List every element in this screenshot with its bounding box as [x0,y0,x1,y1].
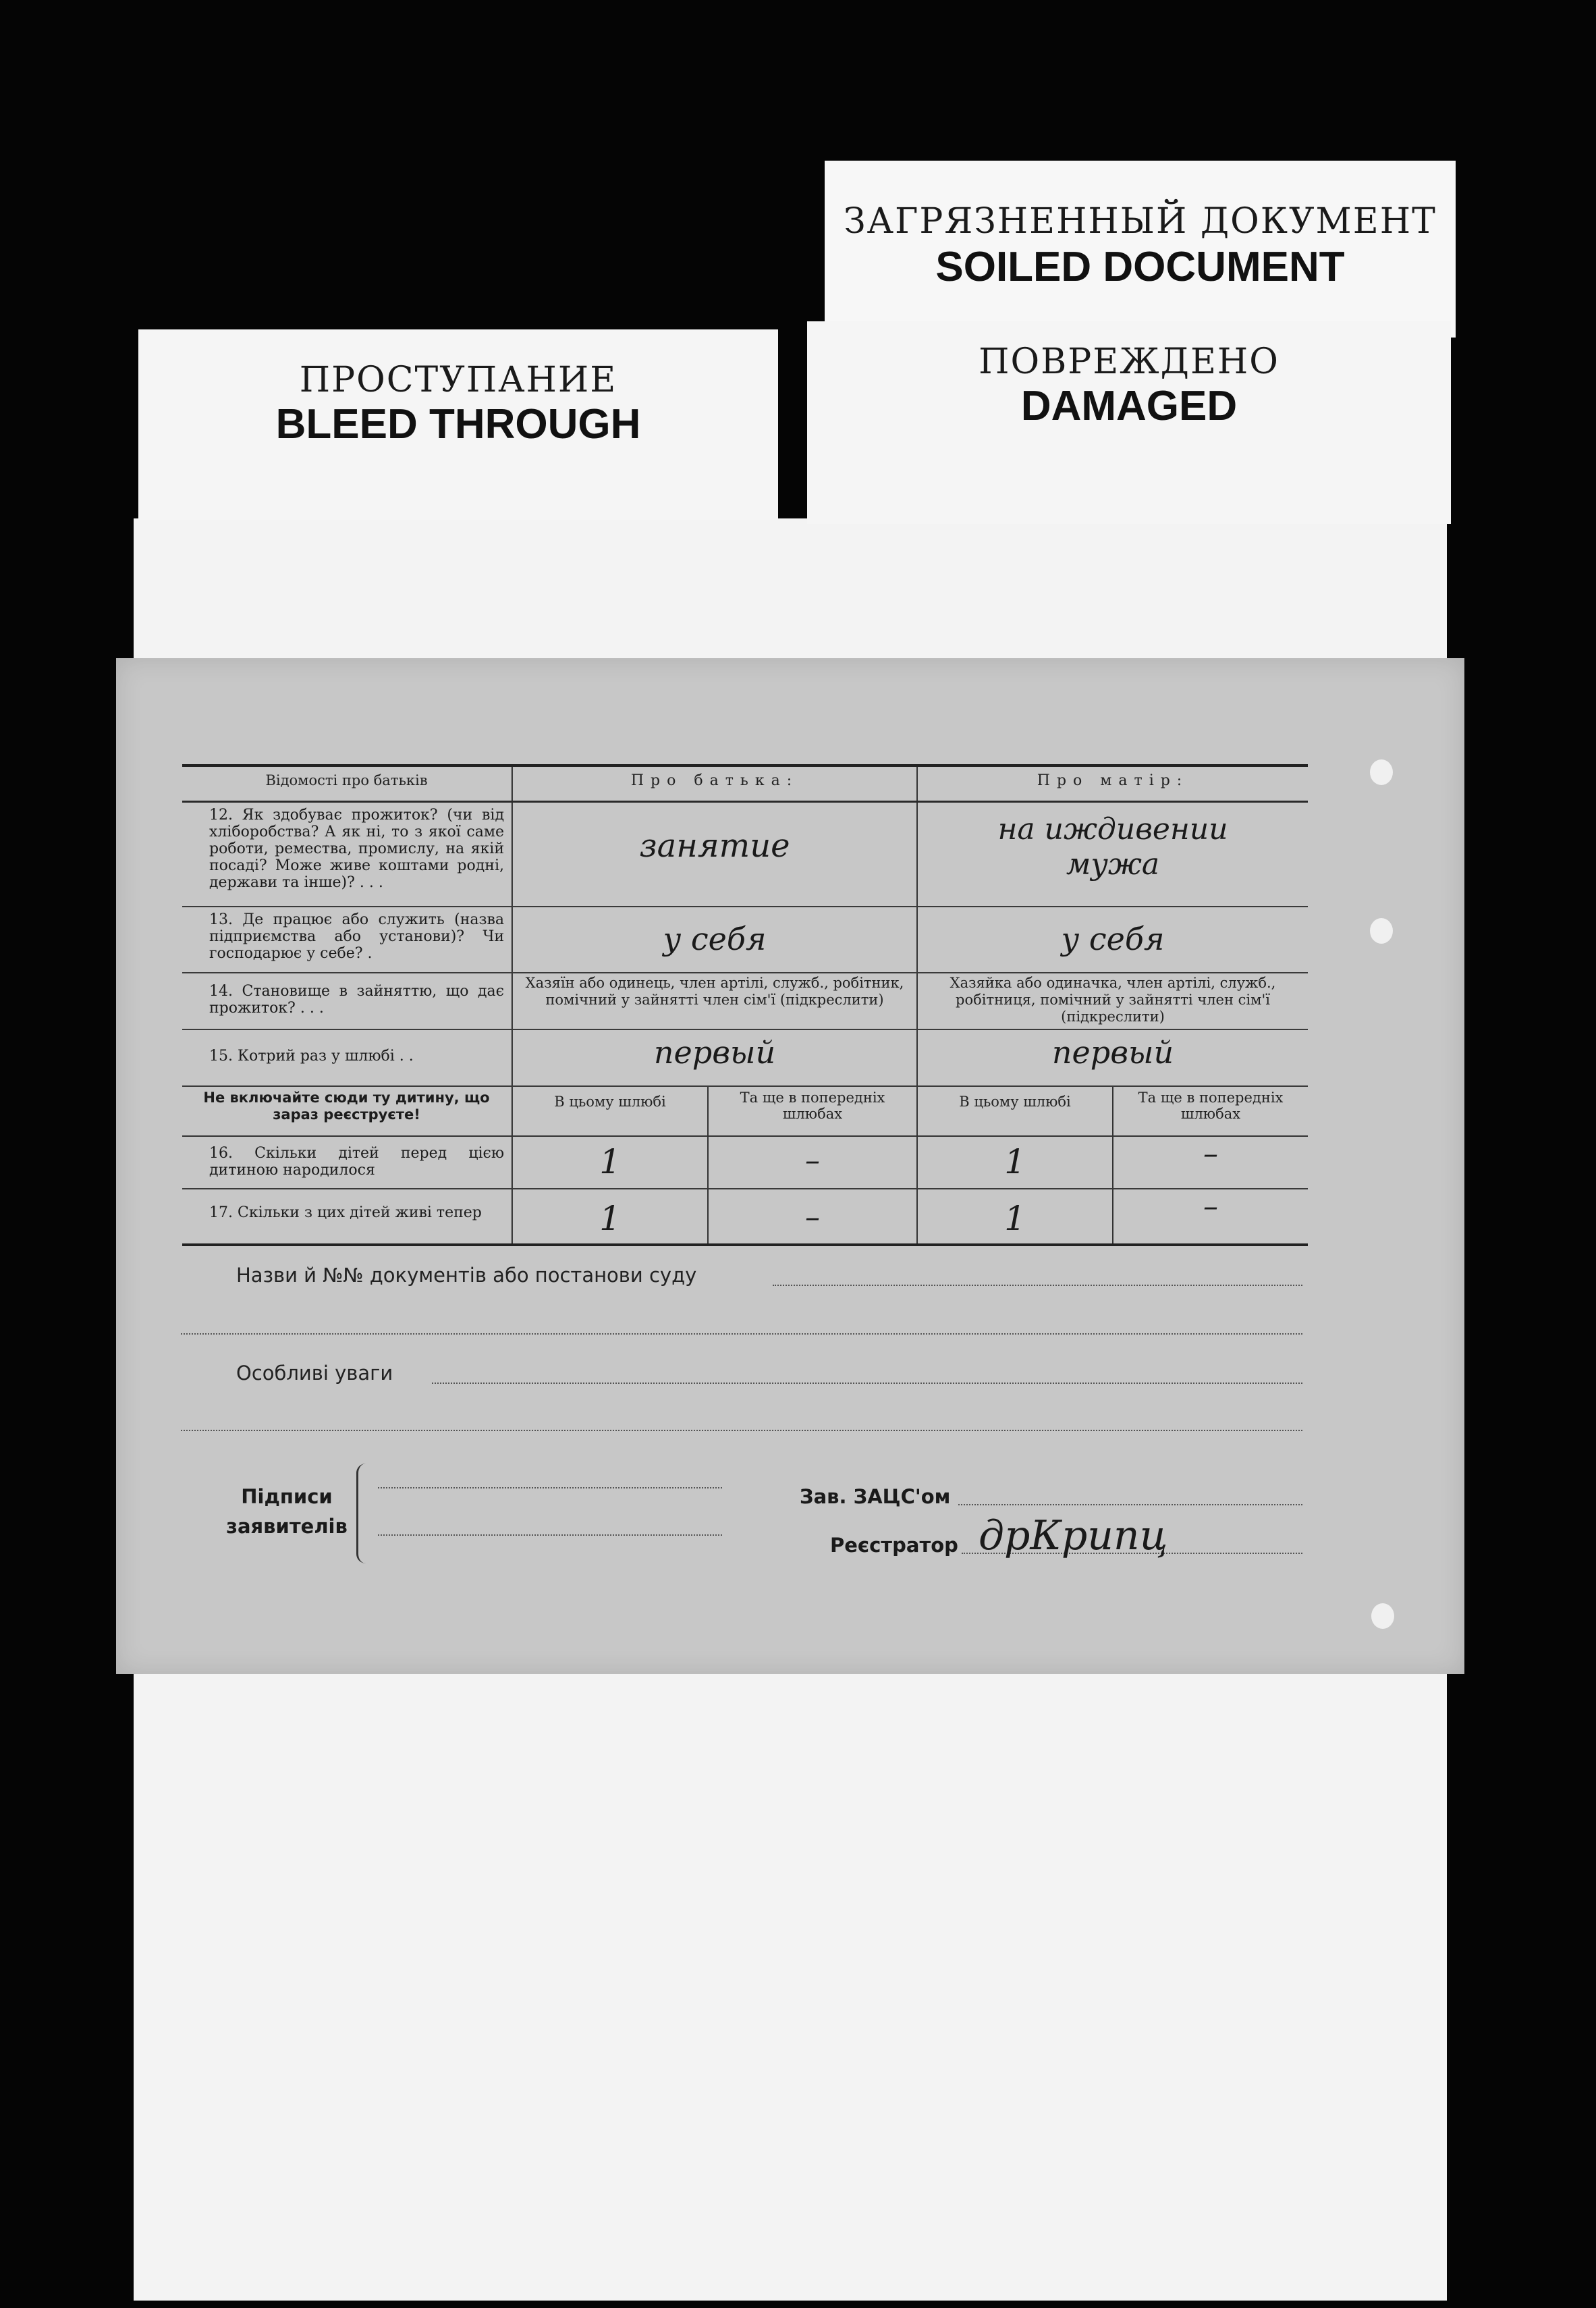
damaged-tab-en: DAMAGED [1020,383,1238,429]
applicant-line-2 [378,1534,722,1536]
table-row [182,803,1308,907]
answer-mother-prev-16: – [1203,1137,1218,1171]
options-mother-14: Хазяйка або одиначка, член артілі, служб., робітниця, помічний у зайнятті член сім'ї (підкреслити) [950,975,1276,1025]
punch-hole [1370,759,1393,785]
documents-line-2 [181,1333,1302,1335]
answer-mother-12: на иждивении мужа [997,812,1228,882]
answer-father-this-16: 1 [513,1137,709,1188]
answer-father-15: первый [513,1030,918,1085]
question-12: 12. Як здобуває прожиток? (чи від хліборобства? А як ні, то з якої саме роботи, ремества, промислу, на якій посаді? Може живе коштами родні, держави та інше)? . . . [182,803,513,906]
table-row [182,1189,1308,1246]
table-row [182,973,1308,1030]
mother-prev-marriage-label: Та ще в попередніх шлюбах [1138,1090,1284,1122]
soiled-tab-en: SOILED DOCUMENT [935,244,1345,290]
documents-line [773,1285,1302,1286]
damaged-tab-ru: ПОВРЕЖДЕНО [979,342,1279,382]
mother-this-marriage-label: В цьому шлюбі [918,1087,1113,1135]
question-13: 13. Де працює або служить (назва підприємства або установи)? Чи господарює у себе? . [182,907,513,972]
parents-info-table [182,764,1308,1246]
punch-hole [1370,918,1393,944]
children-header-row [182,1087,1308,1137]
soiled-document-tab [825,161,1456,338]
soiled-tab-ru: ЗАГРЯЗНЕННЫЙ ДОКУМЕНТ [844,201,1437,242]
answer-mother-15: первый [1051,1034,1174,1071]
bleed-tab-en: BLEED THROUGH [275,401,641,448]
father-prev-marriage-label: Та ще в попередніх шлюбах [709,1087,918,1135]
bleed-tab-ru: ПРОСТУПАНИЕ [299,360,617,400]
answer-mother-prev-17: – [1203,1189,1218,1224]
question-15: 15. Котрий раз у шлюбі . . [182,1030,513,1085]
answer-father-prev-16: – [709,1137,918,1188]
remarks-line-2 [181,1430,1302,1431]
header-question: Відомості про батьків [182,767,513,801]
applicants-label: Підписи заявителів [226,1485,348,1538]
table-row [182,1137,1308,1189]
question-16: 16. Скільки дітей перед цією дитиною народилося [182,1137,513,1188]
header-father: Про батька: [513,767,918,801]
answer-father-13: у себя [513,907,918,972]
answer-father-this-17: 1 [513,1189,709,1243]
punch-hole [1371,1603,1394,1629]
question-17: 17. Скільки з цих дітей живі тепер [182,1189,513,1243]
father-this-marriage-label: В цьому шлюбі [513,1087,709,1135]
registrar-label: Реєстратор [830,1534,958,1557]
answer-mother-this-17: 1 [918,1189,1113,1243]
damaged-tab [807,321,1451,524]
table-row [182,1030,1308,1087]
head-label: Зав. ЗАЦС'ом [800,1485,951,1508]
answer-mother-this-16: 1 [918,1137,1113,1188]
remarks-line [432,1383,1302,1384]
applicant-line-1 [378,1487,722,1488]
registrar-signature: дрКрипц [979,1512,1168,1559]
table-header-row [182,767,1308,803]
answer-father-prev-17: – [709,1189,918,1243]
applicants-brace [356,1464,372,1563]
remarks-label: Особливі уваги [236,1362,393,1385]
head-line [958,1504,1302,1505]
children-note: Не включайте сюди ту дитину, що зараз реєструєте! [182,1087,513,1135]
bleed-through-tab [138,329,778,520]
question-14: 14. Становище в зайняттю, що дає прожиток? . . . [182,973,513,1029]
options-father-14: Хазяїн або одинець, член артілі, служб., робітник, помічний у зайнятті член сім'ї (підкреслити) [513,973,918,1029]
table-row [182,907,1308,973]
answer-father-12: занятие [513,803,918,906]
header-mother: Про матір: [1037,772,1189,789]
documents-label: Назви й №№ документів або постанови суду [236,1264,697,1287]
answer-mother-13: у себя [1061,921,1165,957]
